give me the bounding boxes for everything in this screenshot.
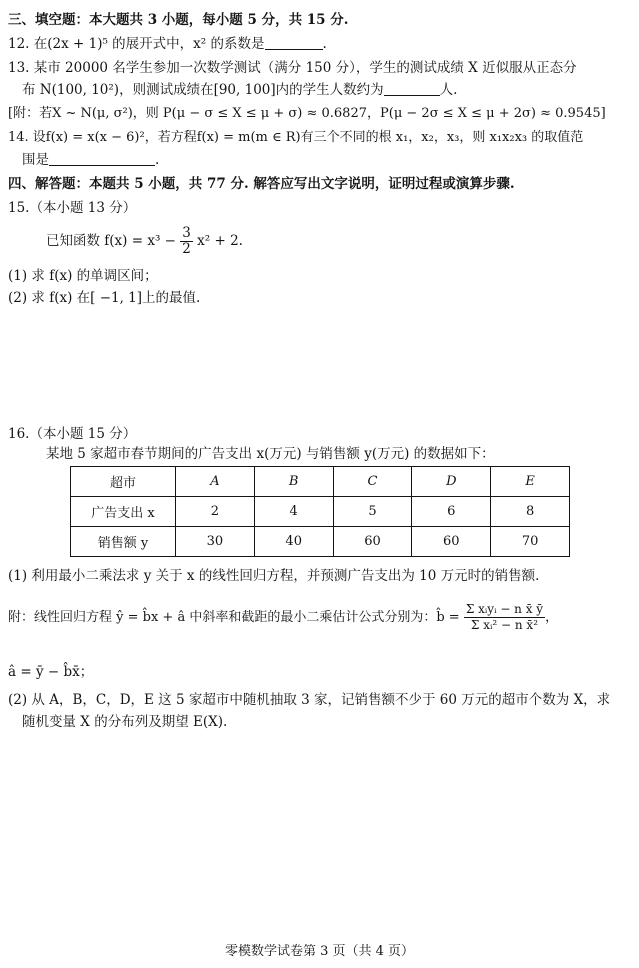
question-12-end: . [322, 36, 327, 52]
question-14-line2 [22, 150, 631, 170]
table-cell: 60 [412, 527, 491, 557]
table-cell: B [254, 467, 333, 497]
question-12-text: 12. 在(2x + 1)⁵ 的展开式中，x² 的系数是 [8, 36, 265, 52]
question-12 [8, 34, 631, 54]
question-16-header: 16.（本小题 15 分） [8, 426, 137, 442]
question-15-stem-suffix: x² + 2. [197, 233, 243, 249]
table-cell: 销售额 y [71, 527, 176, 557]
question-16-stem: 某地 5 家超市春节期间的广告支出 x(万元) 与销售额 y(万元) 的数据如下： [46, 446, 495, 462]
question-15-part1: (1) 求 f(x) 的单调区间； [8, 268, 158, 284]
question-14-line1: 14. 设f(x) = x(x − 6)²，若方程f(x) = m(m ∈ R)有三个不同的根 x₁，x₂，x₃，则 x₁x₂x₃ 的取值范 [8, 130, 584, 145]
question-15-part2: (2) 求 f(x) 在[ −1, 1]上的最值. [8, 290, 201, 306]
question-13-text: 布 N(100, 10²)，则测试成绩在[90, 100]内的学生人数约为 [22, 82, 384, 98]
question-16-note-prefix: 附：线性回归方程 ŷ = b̂x + â 中斜率和截距的最小二乘估计公式分别为：b̂ = [8, 610, 460, 625]
table-header-row [71, 467, 570, 497]
question-15-header: 15.（本小题 13 分） [8, 200, 137, 216]
table-cell: 30 [176, 527, 255, 557]
table-cell: D [412, 467, 491, 497]
table-cell: 70 [491, 527, 570, 557]
table-cell: 5 [333, 497, 412, 527]
table-row [71, 497, 570, 527]
table-row [71, 527, 570, 557]
table-cell: 广告支出 x [71, 497, 176, 527]
section4-title: 四、解答题：本题共 5 小题，共 77 分. 解答应写出文字说明，证明过程或演算步骤. [8, 176, 515, 192]
question-15-stem-prefix: 已知函数 f(x) = x³ − [46, 233, 176, 249]
question-15-stem [46, 226, 631, 257]
table-cell: 4 [254, 497, 333, 527]
least-squares-fraction [464, 602, 545, 633]
question-16-note [8, 598, 631, 638]
question-14-end: . [155, 152, 160, 168]
question-13-end: 人. [439, 82, 458, 98]
table-cell: 超市 [71, 467, 176, 497]
fraction-numerator: Σ xᵢyᵢ − n x̄ ȳ [465, 602, 544, 616]
sales-data-table [70, 466, 570, 557]
question-16-part2-line1: (2) 从 A，B，C，D，E 这 5 家超市中随机抽取 3 家，记销售额不少于 60 万元的超市个数为 X，求 [8, 692, 611, 708]
question-16-note-end: ， [545, 610, 559, 625]
section3-title: 三、填空题：本大题共 3 小题，每小题 5 分，共 15 分. [8, 12, 349, 28]
answer-blank [265, 35, 323, 50]
answer-blank [384, 81, 440, 96]
question-13-line1: 13. 某市 20000 名学生参加一次数学测试（满分 150 分），学生的测试成绩 X 近似服从正态分 [8, 60, 577, 76]
table-cell: 6 [412, 497, 491, 527]
table-cell: 60 [333, 527, 412, 557]
question-14-text: 围是 [22, 152, 49, 168]
answer-blank [49, 151, 155, 166]
page-footer: 零模数学试卷第 3 页（共 4 页） [224, 944, 415, 959]
table-cell: E [491, 467, 570, 497]
table-cell: 8 [491, 497, 570, 527]
question-16-part2-line2: 随机变量 X 的分布列及期望 E(X). [22, 714, 228, 730]
fraction-numerator: 3 [182, 225, 191, 241]
question-16-part1: (1) 利用最小二乘法求 y 关于 x 的线性回归方程，并预测广告支出为 10 万元时的销售额. [8, 568, 540, 584]
table-cell: 40 [254, 527, 333, 557]
question-16-note2: â = ȳ − b̂x̄； [8, 664, 94, 680]
fraction-three-halves [180, 226, 193, 257]
fraction-denominator: Σ xᵢ² − n x̄² [470, 618, 539, 632]
table-cell: A [176, 467, 255, 497]
fraction-denominator: 2 [182, 241, 191, 257]
question-13-note: [附：若X ~ N(μ, σ²)，则 P(μ − σ ≤ X ≤ μ + σ) ≈ 0.6827，P(μ − 2σ ≤ X ≤ μ + 2σ) ≈ 0.9545] [8, 106, 606, 121]
table-cell: C [333, 467, 412, 497]
table-cell: 2 [176, 497, 255, 527]
question-13-line2 [22, 80, 631, 100]
